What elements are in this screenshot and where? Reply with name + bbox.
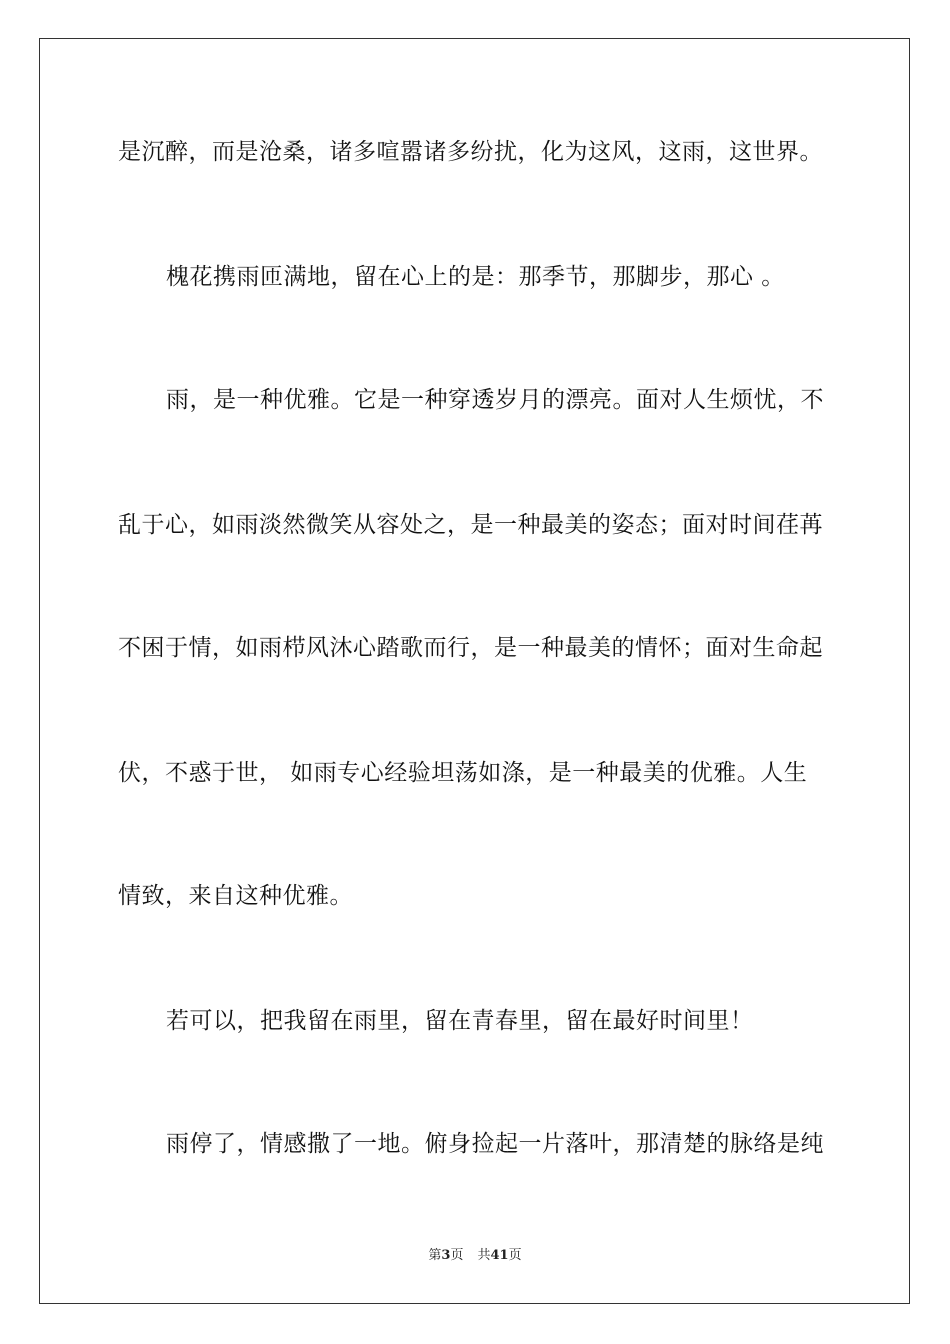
paragraph-line-4: 乱于心，如雨淡然微笑从容处之，是一种最美的姿态；面对时间荏苒 (118, 512, 823, 538)
page-border (39, 38, 910, 1304)
page-footer (0, 1247, 950, 1265)
page-prefix: 第 (428, 1248, 442, 1263)
paragraph-line-7: 情致，来自这种优雅。 (118, 883, 353, 909)
paragraph-line-6: 伏，不惑于世， 如雨专心经验坦荡如涤，是一种最美的优雅。人生 (118, 760, 808, 786)
paragraph-line-9: 雨停了，情感撒了一地。俯身捡起一片落叶，那清楚的脉络是纯 (166, 1131, 824, 1157)
total-pages: 41 (490, 1248, 509, 1263)
paragraph-line-2: 槐花携雨匝满地，留在心上的是：那季节，那脚步，那心 。 (166, 264, 785, 290)
paragraph-line-8: 若可以，把我留在雨里，留在青春里，留在最好时间里！ (166, 1008, 754, 1034)
total-prefix: 共 (477, 1248, 491, 1263)
total-suffix: 页 (508, 1248, 522, 1263)
paragraph-line-3: 雨，是一种优雅。它是一种穿透岁月的漂亮。面对人生烦忧，不 (166, 387, 824, 413)
page-suffix: 页 (450, 1248, 464, 1263)
paragraph-line-5: 不困于情，如雨栉风沐心踏歌而行，是一种最美的情怀；面对生命起 (118, 635, 823, 661)
page-number: 3 (441, 1248, 451, 1263)
paragraph-line-1: 是沉醉，而是沧桑，诸多喧嚣诸多纷扰，化为这风，这雨，这世界。 (118, 139, 823, 165)
